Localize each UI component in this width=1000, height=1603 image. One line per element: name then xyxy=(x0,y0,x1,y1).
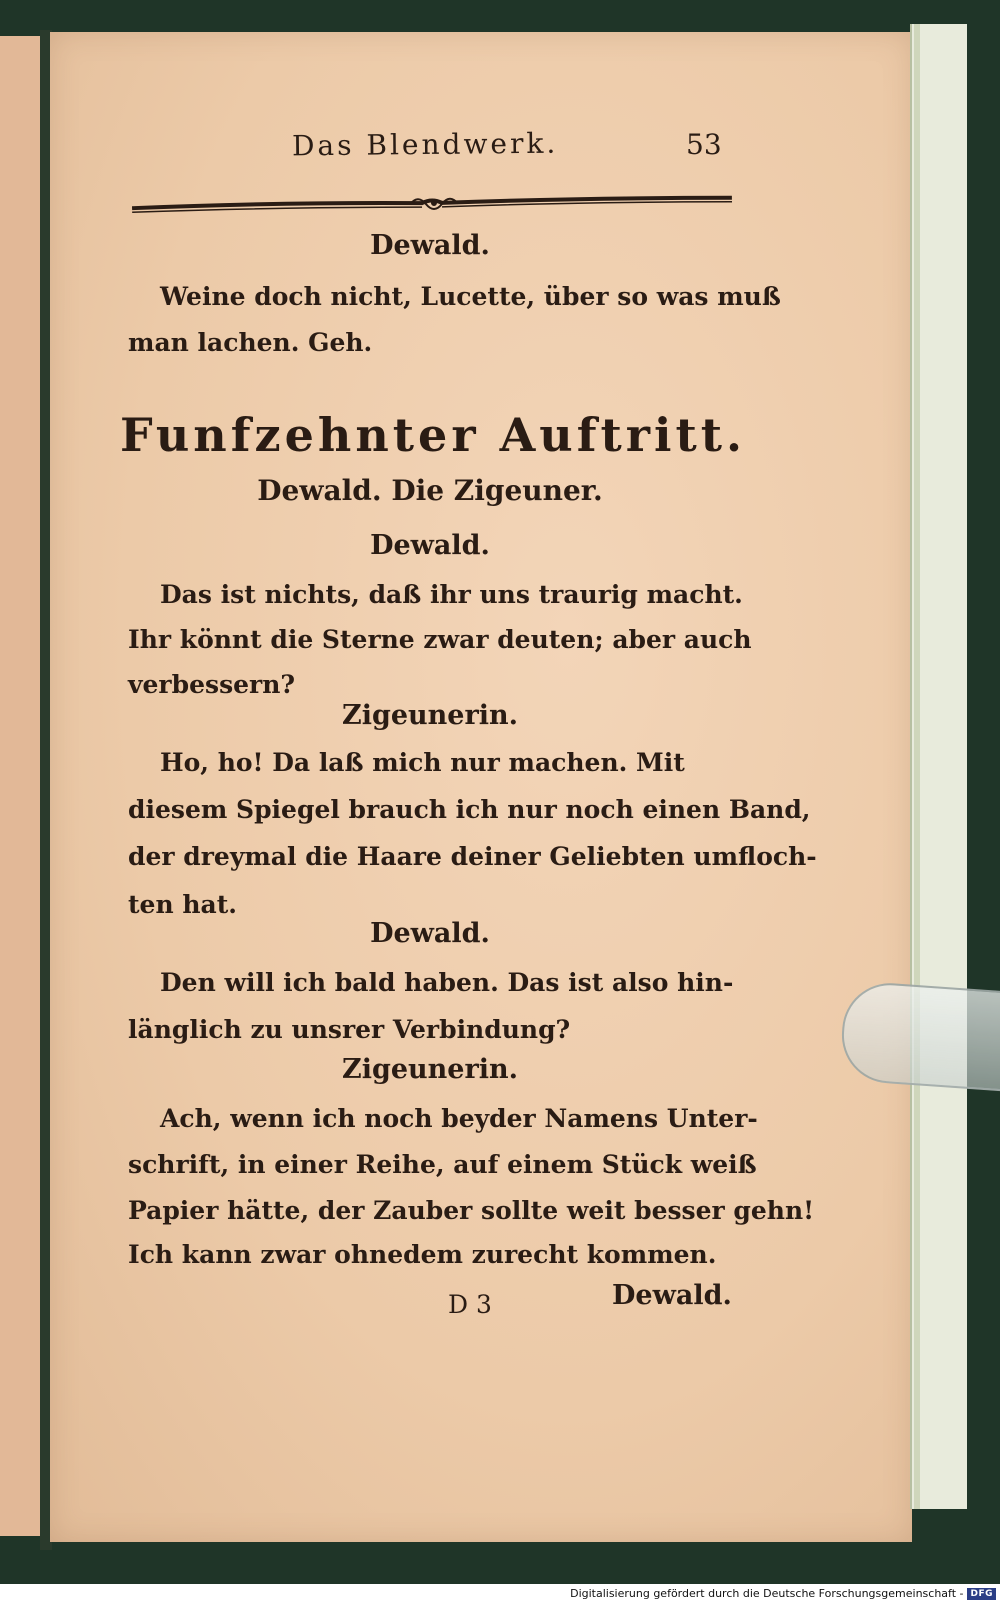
running-title: Das Blendwerk. xyxy=(291,126,559,163)
page-clip xyxy=(839,980,1000,1092)
speech-line: schrift, in einer Reihe, auf einem Stück weiß xyxy=(128,1150,757,1179)
dfg-logo: DFG xyxy=(967,1588,996,1600)
speech-line: der dreymal die Haare deiner Geliebten umfloch- xyxy=(128,842,817,871)
speech-line: Ihr könnt die Sterne zwar deuten; aber auch xyxy=(128,625,752,654)
speaker-name: Dewald. xyxy=(370,230,490,261)
speech-line: Das ist nichts, daß ihr uns traurig macht. xyxy=(160,580,743,609)
speaker-name: Zigeunerin. xyxy=(342,1054,518,1085)
page-edge-strip xyxy=(910,24,967,1509)
speech-line: Weine doch nicht, Lucette, über so was muß xyxy=(160,282,781,311)
speaker-name: Dewald. xyxy=(370,530,490,561)
page-number: 53 xyxy=(686,128,722,161)
speech-line: Ach, wenn ich noch beyder Namens Unter- xyxy=(160,1104,758,1133)
credit-text: Digitalisierung gefördert durch die Deutsche Forschungsgemeinschaft - xyxy=(570,1587,964,1600)
speech-line: ten hat. xyxy=(128,890,237,919)
catchword: Dewald. xyxy=(612,1280,732,1311)
speech-line: man lachen. Geh. xyxy=(128,328,373,357)
signature-mark: D 3 xyxy=(448,1290,492,1319)
speech-line: Ich kann zwar ohnedem zurecht kommen. xyxy=(128,1240,717,1269)
speaker-name: Zigeunerin. xyxy=(342,700,518,731)
scene-cast: Dewald. Die Zigeuner. xyxy=(257,474,603,507)
speech-line: Den will ich bald haben. Das ist also hin- xyxy=(160,968,734,997)
speech-line: Papier hätte, der Zauber sollte weit besser gehn! xyxy=(128,1196,815,1225)
speech-line: diesem Spiegel brauch ich nur noch einen Band, xyxy=(128,795,811,824)
speech-line: verbessern? xyxy=(128,670,296,699)
speech-line: Ho, ho! Da laß mich nur machen. Mit xyxy=(160,748,685,777)
speaker-name: Dewald. xyxy=(370,918,490,949)
credit-bar xyxy=(0,1584,1000,1603)
previous-page-edge xyxy=(0,36,42,1536)
speech-line: länglich zu unsrer Verbindung? xyxy=(128,1015,571,1044)
scene-title: Funfzehnter Auftritt. xyxy=(120,408,746,462)
